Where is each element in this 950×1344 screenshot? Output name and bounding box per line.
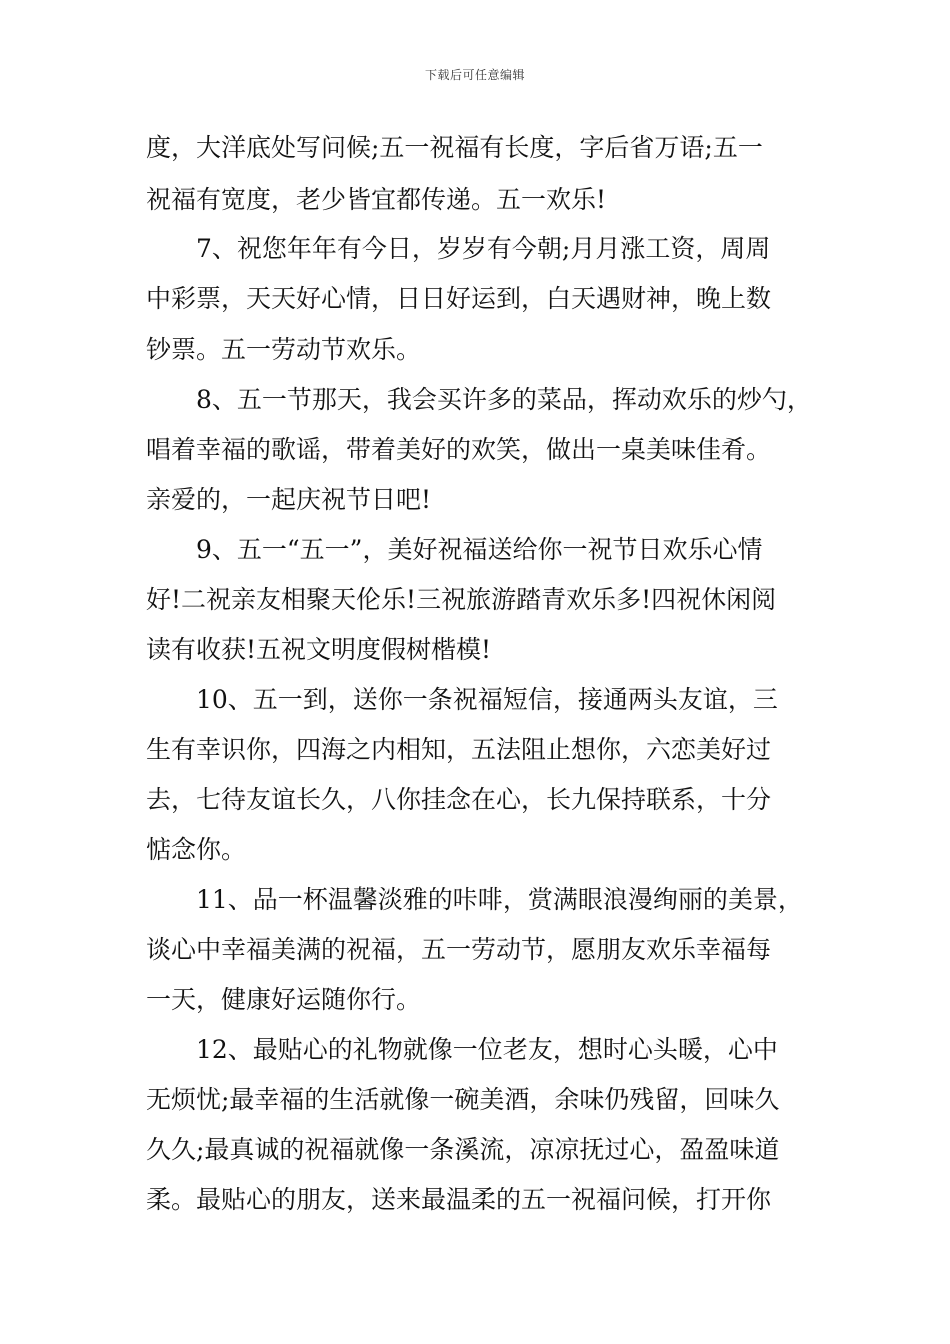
- paragraph-first-line: 10、五一到，送你一条祝福短信，接通两头友谊，三: [196, 685, 778, 714]
- text-line: 读有收获!五祝文明度假树楷模!: [146, 635, 492, 664]
- text-line: 生有幸识你，四海之内相知，五法阻止想你，六恋美好过: [146, 735, 772, 764]
- text-line: 亲爱的，一起庆祝节日吧!: [146, 485, 432, 514]
- text-line: 唱着幸福的歌谣，带着美好的欢笑，做出一桌美味佳肴。: [146, 435, 772, 464]
- text-line: 好!二祝亲友相聚天伦乐!三祝旅游踏青欢乐多!四祝休闲阅: [146, 585, 777, 614]
- page-header: 下载后可任意编辑: [424, 68, 525, 82]
- paragraph-first-line: 8、五一节那天，我会买许多的菜品，挥动欢乐的炒勺，: [196, 385, 812, 414]
- text-line: 谈心中幸福美满的祝福，五一劳动节，愿朋友欢乐幸福每: [146, 935, 772, 964]
- text-line: 去，七待友谊长久，八你挂念在心，长九保持联系，十分: [146, 785, 772, 814]
- paragraph-first-line: 9、五一“五一”，美好祝福送给你一祝节日欢乐心情: [196, 535, 763, 564]
- text-line: 中彩票，天天好心情，日日好运到，白天遇财神，晚上数: [146, 284, 772, 313]
- text-line: 钞票。五一劳动节欢乐。: [146, 335, 422, 364]
- text-line: 一天，健康好运随你行。: [146, 985, 422, 1014]
- text-line: 祝福有宽度，老少皆宜都传递。五一欢乐!: [146, 185, 607, 214]
- text-line: 无烦忧;最幸福的生活就像一碗美酒，余味仍残留，回味久: [146, 1085, 780, 1114]
- paragraph-first-line: 11、品一杯温馨淡雅的咔啡，赏满眼浪漫绚丽的美景，: [196, 885, 803, 914]
- text-line: 惦念你。: [146, 835, 247, 864]
- text-line: 久久;最真诚的祝福就像一条溪流，凉凉抚过心，盈盈味道: [146, 1135, 780, 1164]
- paragraph-first-line: 7、祝您年年有今日，岁岁有今朝;月月涨工资，周周: [196, 234, 771, 263]
- text-line: 柔。最贴心的朋友，送来最温柔的五一祝福问候，打开你: [146, 1185, 772, 1214]
- text-line: 度，大洋底处写问候;五一祝福有长度，字后省万语;五一: [146, 133, 763, 162]
- paragraph-first-line: 12、最贴心的礼物就像一位老友，想时心头暖，心中: [196, 1035, 778, 1064]
